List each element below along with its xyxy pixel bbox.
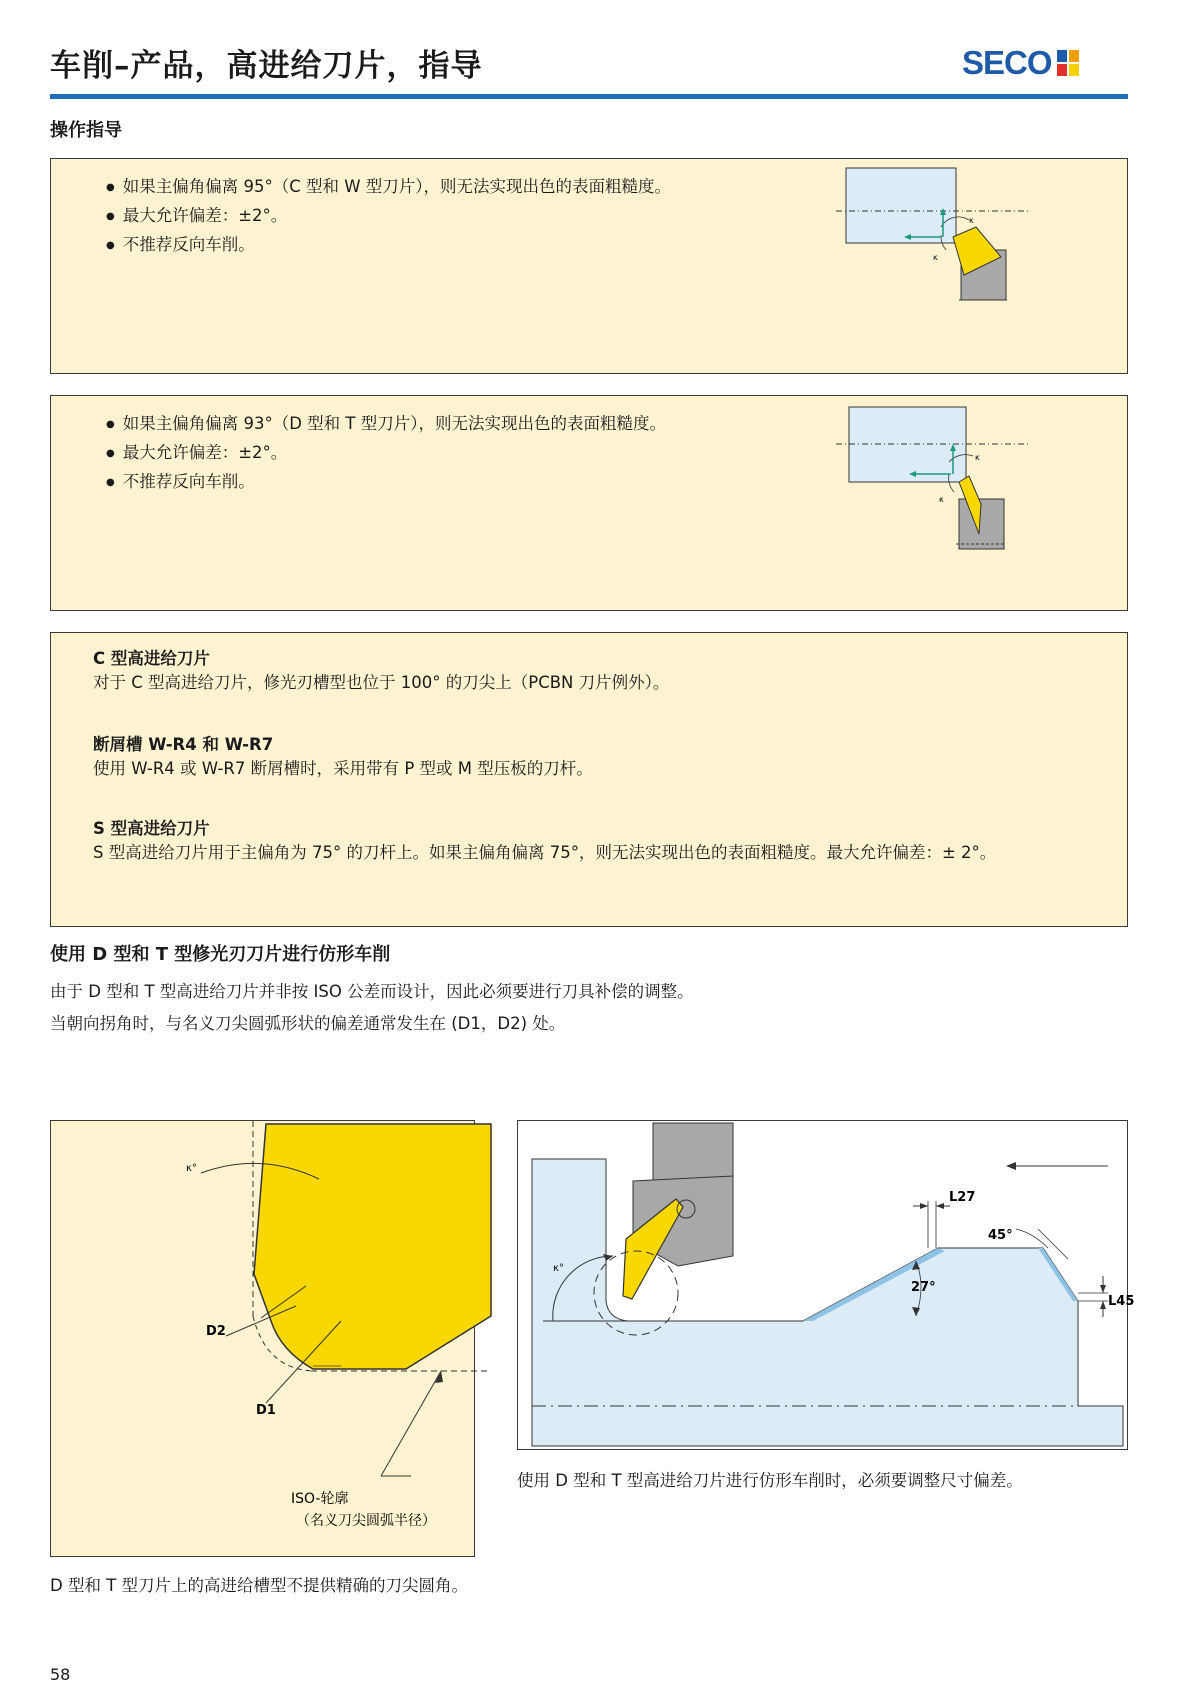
note-s-type bbox=[93, 817, 1093, 865]
logo-text: SECO bbox=[962, 44, 1052, 81]
profile-section-text: 当朝向拐角时，与名义刀尖圆弧形状的偏差通常发生在 (D1，D2) 处。 bbox=[50, 1014, 566, 1033]
kappa-label: κ bbox=[939, 495, 944, 504]
guideline-box-95 bbox=[50, 158, 1128, 374]
corner-radius-figure bbox=[50, 1120, 475, 1557]
note-text: 使用 W-R4 或 W-R7 断屑槽时，采用带有 P 型或 M 型压板的刀杆。 bbox=[93, 759, 593, 778]
bullet-item: ● 如果主偏角偏离 95°（C 型和 W 型刀片），则无法实现出色的表面粗糙度。 bbox=[106, 173, 671, 202]
profile-turning-diagram bbox=[518, 1121, 1135, 1451]
d2-label: D2 bbox=[206, 1324, 226, 1339]
kappa-label: κ bbox=[969, 216, 974, 225]
section-heading: 操作指导 bbox=[50, 120, 122, 141]
iso-sublabel: （名义刀尖圆弧半径） bbox=[296, 1513, 436, 1529]
note-heading: 断屑槽 W-R4 和 W-R7 bbox=[93, 735, 274, 754]
note-chipbreaker bbox=[93, 733, 1093, 781]
corner-radius-diagram bbox=[51, 1121, 476, 1558]
angle45-label: 45° bbox=[988, 1228, 1013, 1243]
d1-label: D1 bbox=[256, 1403, 276, 1418]
angle27-label: 27° bbox=[911, 1280, 936, 1295]
note-text: S 型高进给刀片用于主偏角为 75° 的刀杆上。如果主偏角偏离 75°，则无法实现出色的表面粗糙度。最大允许偏差：± 2°。 bbox=[93, 843, 997, 862]
logo-squares-icon bbox=[1057, 50, 1079, 76]
note-text: 对于 C 型高进给刀片，修光刃槽型也位于 100° 的刀尖上（PCBN 刀片例外）。 bbox=[93, 673, 670, 692]
note-heading: S 型高进给刀片 bbox=[93, 819, 210, 838]
note-c-type bbox=[93, 647, 1093, 695]
bullet-item: ● 不推荐反向车削。 bbox=[106, 231, 671, 260]
bullet-list bbox=[106, 410, 666, 497]
figure-caption-right: 使用 D 型和 T 型高进给刀片进行仿形车削时，必须要调整尺寸偏差。 bbox=[517, 1471, 1023, 1490]
l45-label: L45 bbox=[1108, 1294, 1135, 1309]
iso-label: ISO-轮廓 bbox=[291, 1491, 349, 1507]
bullet-item: ● 如果主偏角偏离 93°（D 型和 T 型刀片），则无法实现出色的表面粗糙度。 bbox=[106, 410, 666, 439]
kappa-label: κ bbox=[975, 453, 980, 462]
bullet-list bbox=[106, 173, 671, 260]
page-number: 58 bbox=[50, 1665, 71, 1684]
insert-notes-box bbox=[50, 632, 1128, 927]
kappa-label: κ bbox=[933, 253, 938, 262]
bullet-item: ● 不推荐反向车削。 bbox=[106, 468, 666, 497]
figure-caption-left: D 型和 T 型刀片上的高进给槽型不提供精确的刀尖圆角。 bbox=[50, 1576, 469, 1595]
insert-93-diagram bbox=[841, 404, 1031, 539]
title-rule bbox=[50, 94, 1128, 99]
profile-section-heading: 使用 D 型和 T 型修光刃刀片进行仿形车削 bbox=[50, 944, 391, 965]
l27-label: L27 bbox=[949, 1190, 976, 1205]
page-title: 车削–产品，高进给刀片，指导 bbox=[50, 48, 483, 84]
profile-section-text: 由于 D 型和 T 型高进给刀片并非按 ISO 公差而设计，因此必须要进行刀具补偿的调整。 bbox=[50, 982, 694, 1001]
note-heading: C 型高进给刀片 bbox=[93, 649, 210, 668]
bullet-item: ● 最大允许偏差：±2°。 bbox=[106, 202, 671, 231]
bullet-item: ● 最大允许偏差：±2°。 bbox=[106, 439, 666, 468]
seco-logo bbox=[962, 44, 1079, 80]
kappa-label: κ° bbox=[186, 1163, 197, 1174]
kappa-label: κ° bbox=[553, 1263, 564, 1274]
insert-95-diagram bbox=[841, 165, 1031, 300]
guideline-box-93 bbox=[50, 395, 1128, 611]
profile-turning-figure bbox=[517, 1120, 1135, 1450]
